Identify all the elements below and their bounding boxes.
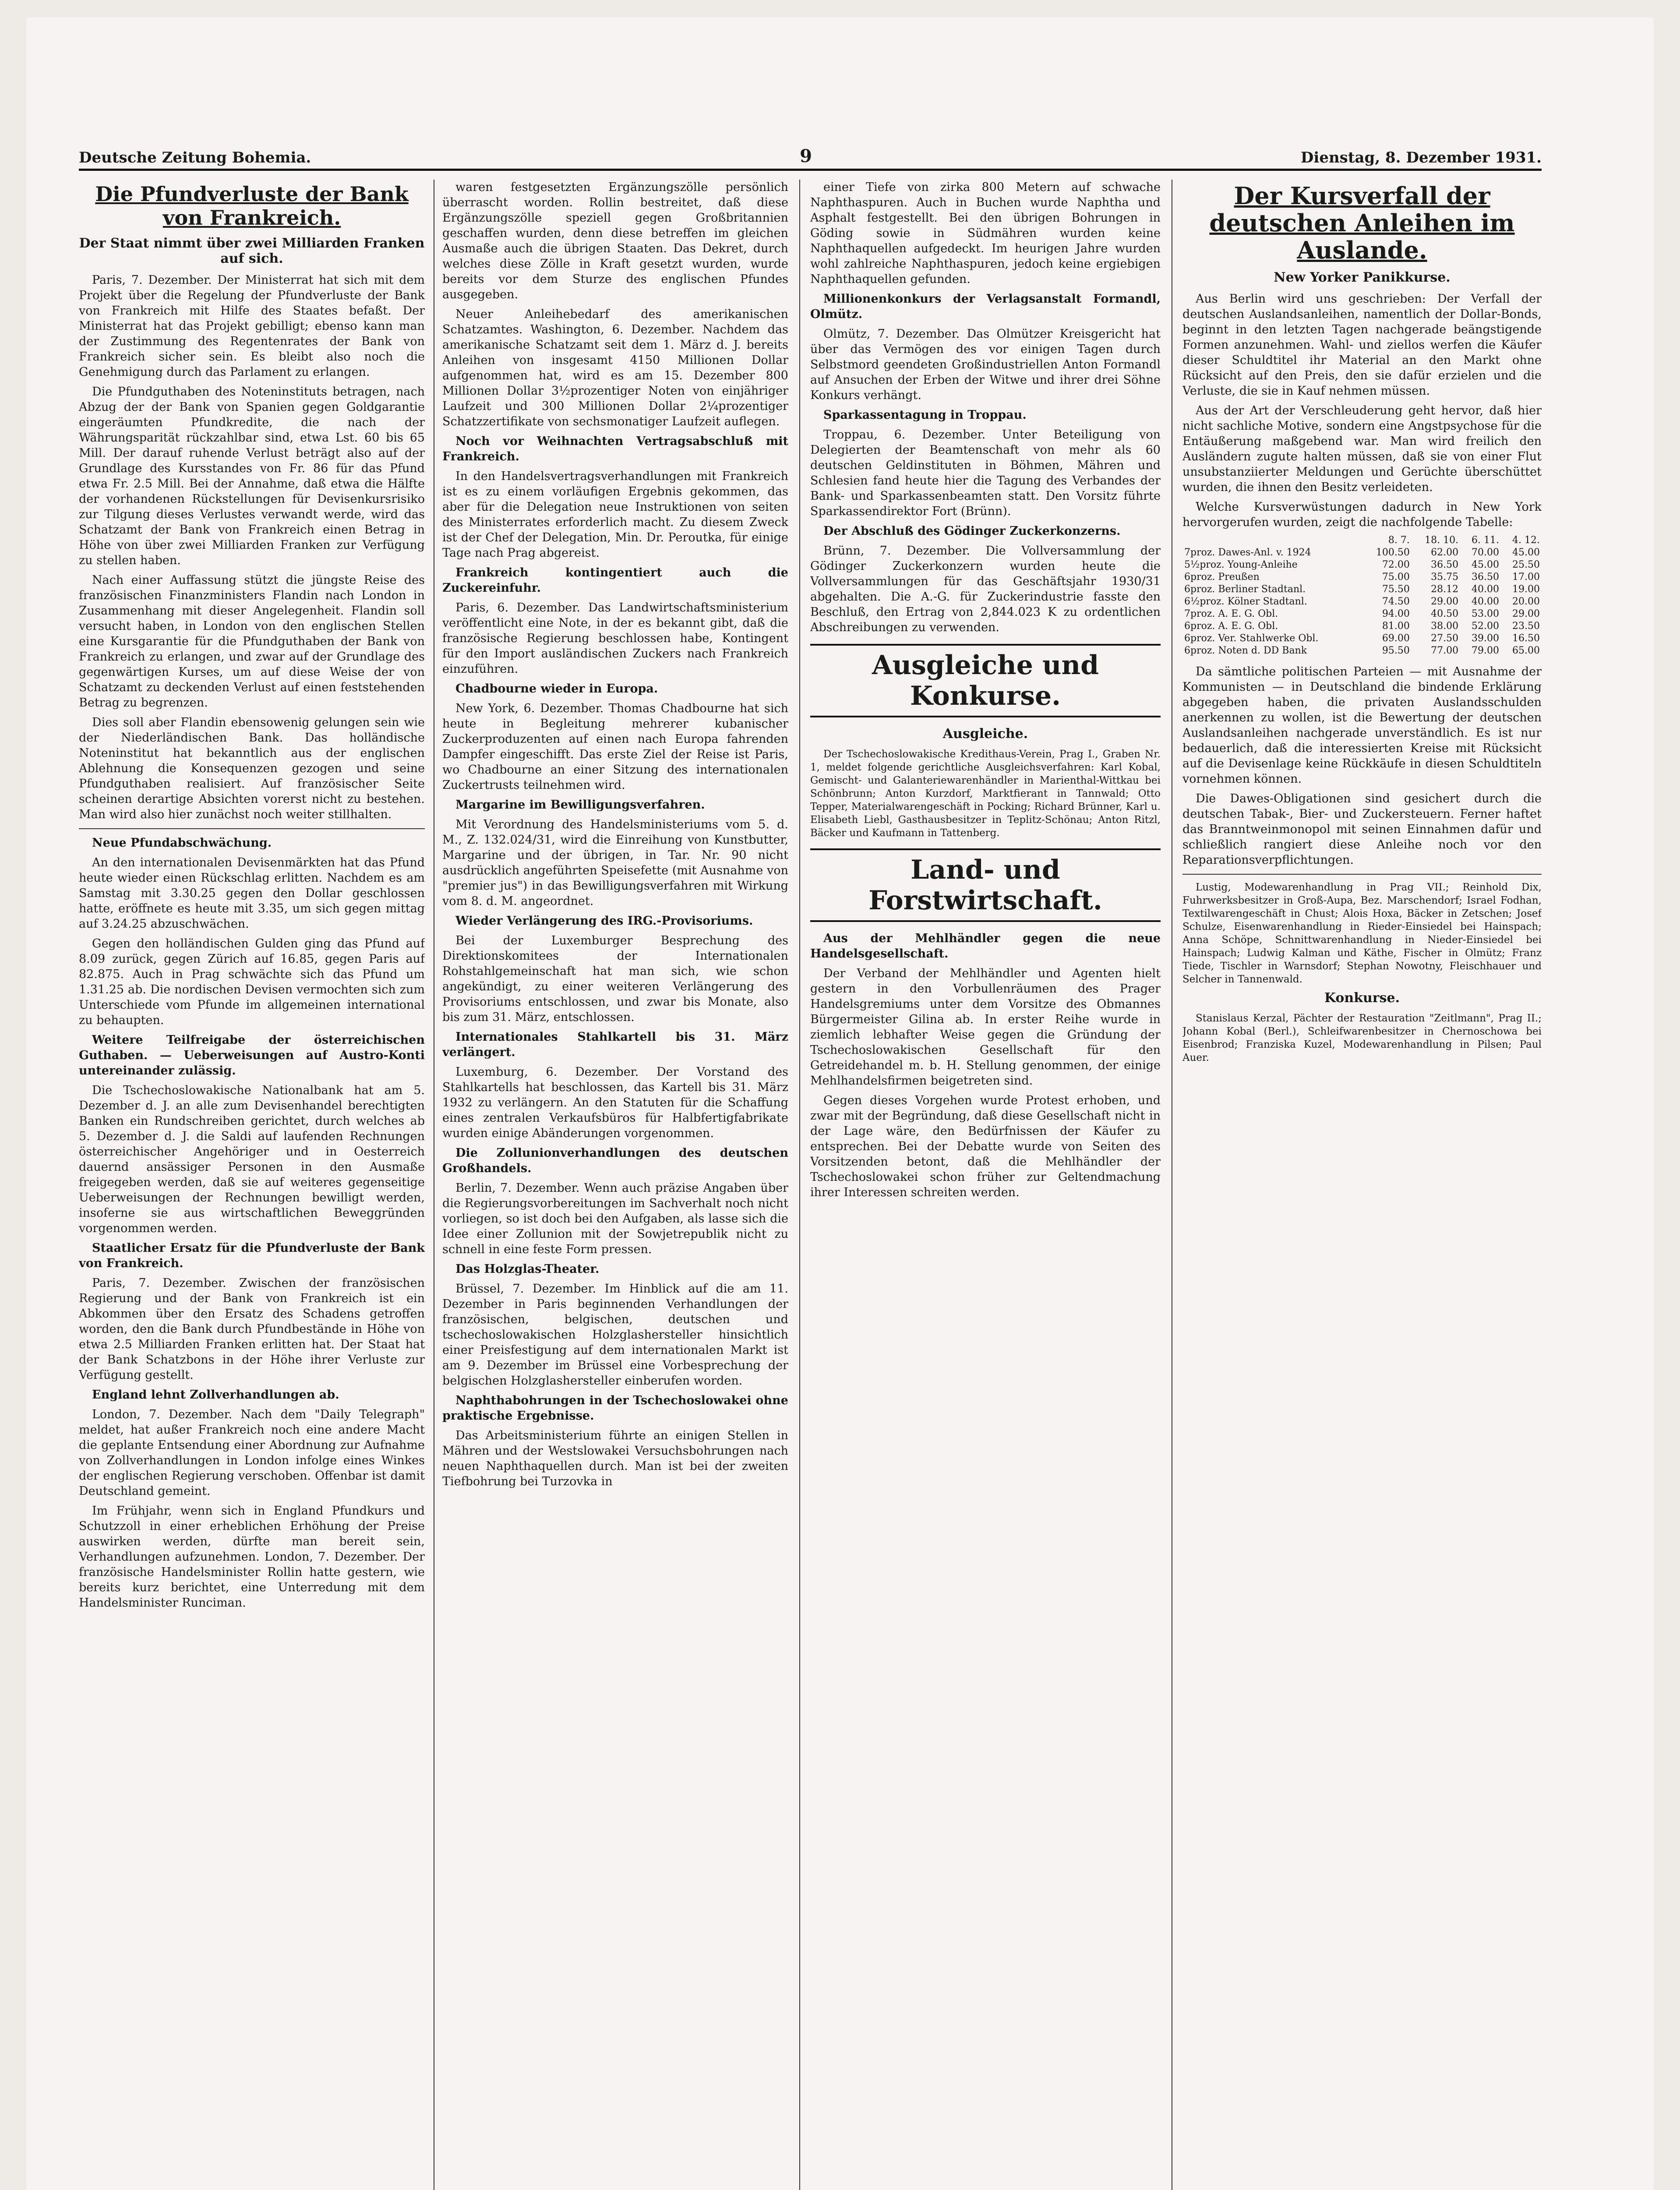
article-heading: Chadbourne wieder in Europa. (455, 682, 658, 696)
paragraph: Aus der Art der Verschleuderung geht hervor, daß hier nicht sachliche Motive, sondern eine Angstpsychose für die Entäußerung maßgebend war. Man wird freilich den Ausländern zugute halten müssen, daß sie von einer Flut unsubstanziierter Meldungen und Gerüchte überschüttet wurden, die ihnen den Besitz verleideten. (1182, 404, 1542, 494)
paragraph: An den internationalen Devisenmärkten hat das Pfund heute wieder einen Rückschlag erlitten. Nachdem es am Samstag mit 3.30.25 gegen den Dollar geschlossen hatte, eröffnete es heute mit 3.35, um sich gegen mittag auf 3.24.25 abzuschwächen. (79, 856, 425, 931)
column-divider (799, 180, 800, 2190)
table-row (1182, 559, 1542, 571)
article-heading: Staatlicher Ersatz für die Pfundverluste der Bank von Frankreich. (79, 1241, 425, 1270)
paragraph: Der Tschechoslowakische Kredithaus-Verein, Prag I., Graben Nr. 1, meldet folgende gerichtliche Ausgleichsverfahren: Karl Kobal, Gemischt- und Galanteriewarenhändler in Marienthal-Wittkau bei Schönbrunn; Anton Kurzdorf, Marktfierant in Tannwald; Otto Tepper, Materialwarengeschäft in Pocking; Richard Brünner, Karl u. Elisabeth Liebl, Gasthausbesitzer in Teplitz-Schönau; Anton Ritzl, Bäcker und Kaufmann in Tattenberg. (810, 749, 1161, 839)
table-cell: 6proz. Noten d. DD Bank (1184, 645, 1307, 656)
article-heading: Sparkassentagung in Troppau. (823, 408, 1027, 422)
article-heading: Neue Pfundabschwächung. (92, 836, 272, 850)
section-title: Land- und Forstwirtschaft. (810, 848, 1161, 922)
table-caption: Welche Kursverwüstungen dadurch in New York hervorgerufen wurden, zeigt die nachfolgende Tabelle: (1182, 500, 1542, 529)
table-row (1182, 583, 1542, 596)
table-row (1182, 596, 1542, 608)
paragraph: Paris, 7. Dezember. Zwischen der französischen Regierung und der Bank von Frankreich ist ein Abkommen über den Ersatz des Schadens getroffen worden, den die Bank durch Pfundbestände in Höhe von etwa 2.5 Milliarden Franken erlitten hat. Der Staat hat der Bank Schatzbons in der Höhe ihrer Verluste zur Verfügung gestellt. (79, 1276, 425, 1382)
table-cell: 29.00 (1431, 596, 1459, 607)
table-header-row (1182, 534, 1542, 547)
article-heading: Internationales Stahlkartell bis 31. März verlängert. (442, 1030, 788, 1059)
table-cell: 6½proz. Kölner Stadtanl. (1184, 596, 1307, 607)
article-heading: Der Abschluß des Gödinger Zuckerkonzerns. (823, 524, 1121, 538)
article-heading: Naphthabohrungen in der Tschechoslowakei ohne praktische Ergebnisse. (442, 1394, 788, 1423)
paragraph: Paris, 7. Dezember. Der Ministerrat hat sich mit dem Projekt über die Regelung der Pfundverluste der Bank von Frankreich mit Hilfe des Staates befaßt. Der Ministerrat hat das Projekt gebilligt; ebenso kann man der Zustimmung des Regentenrates der Bank von Frankreich sicher sein. Es bleibt also noch die Genehmigung durch das Parlament zu erlangen. (79, 273, 425, 379)
paragraph: Paris, 6. Dezember. Das Landwirtschaftsministerium veröffentlicht eine Note, in der es bekannt gibt, daß die französische Regierung beschlossen habe, Kontingent für den Import ausländischen Zuckers nach Frankreich einzuführen. (442, 601, 788, 676)
article-heading: Das Holzglas-Theater. (455, 1262, 600, 1276)
table-cell: 6proz. Preußen (1184, 572, 1260, 583)
table-row (1182, 608, 1542, 620)
section-subtitle: Konkurse. (1324, 990, 1400, 1006)
table-header-cell: 18. 10. (1425, 535, 1459, 546)
table-cell: 40.50 (1431, 608, 1459, 619)
article-heading: Noch vor Weihnachten Vertragsabschluß mit Frankreich. (442, 434, 788, 463)
table-cell: 40.00 (1472, 596, 1500, 607)
table-cell: 45.00 (1512, 547, 1540, 558)
paragraph: Brünn, 7. Dezember. Die Vollversammlung der Gödinger Zuckerkonzern wurden heute die Vollversammlungen für das Geschäftsjahr 1930/31 abgehalten. Die A.-G. für Zuckerindustrie fasste den Beschluß, den Ertrag von 2,844.023 K zu ordentlichen Abschreibungen zu verwenden. (810, 544, 1161, 634)
table-cell: 45.00 (1472, 559, 1500, 570)
table-cell: 62.00 (1431, 547, 1459, 558)
table-cell: 75.50 (1382, 584, 1410, 595)
table-cell: 38.00 (1431, 621, 1459, 632)
table-cell: 77.00 (1431, 645, 1459, 656)
table-header-cell (1182, 534, 1363, 547)
table-cell: 23.50 (1512, 621, 1540, 632)
newspaper-name: Deutsche Zeitung Bohemia. (79, 149, 311, 166)
table-cell: 74.50 (1382, 596, 1410, 607)
paragraph: Dies soll aber Flandin ebensowenig gelungen sein wie der Niederländischen Bank. Das holländische Noteninstitut hat bekanntlich aus der englischen Ablehnung die Konsequenzen gezogen und seine Pfundguthaben realisiert. Auf französischer Seite scheinen derartige Absichten vorerst nicht zu bestehen. Man wird also hier zunächst noch weiter stillhalten. (79, 716, 425, 821)
table-cell: 6proz. A. E. G. Obl. (1184, 621, 1278, 632)
table-header-cell: 6. 11. (1472, 535, 1500, 546)
article-heading: Aus der Mehlhändler gegen die neue Handelsgesellschaft. (810, 932, 1161, 961)
article-heading: Wieder Verlängerung des IRG.-Provisoriums. (455, 914, 753, 928)
article-heading: England lehnt Zollverhandlungen ab. (92, 1388, 339, 1402)
paragraph: Die Dawes-Obligationen sind gesichert durch die deutschen Tabak-, Bier- und Zuckersteuern. Ferner haftet das Branntweinmonopol mit seinen Einnahmen dafür und schließlich rangiert diese Anleihe noch vor den Reparationsverpflichtungen. (1182, 792, 1542, 867)
column-2 (442, 180, 788, 2190)
table-cell: 36.50 (1431, 559, 1459, 570)
paragraph: Der Verband der Mehlhändler und Agenten hielt gestern in den Vorbullenräumen des Prager Handelsgremiums unter dem Vorsitze des Obmannes Bürgermeister Gilina ab. In erster Reihe wurde in ziemlich lebhafter Weise gegen die Gründung der Tschechoslowakischen Gesellschaft für den Getreidehandel m. b. H. Stellung genommen, der einige Mehlhandelsfirmen beigetreten sind. (810, 967, 1161, 1088)
article-heading: Die Zollunionverhandlungen des deutschen Großhandels. (442, 1146, 788, 1175)
table-row (1182, 632, 1542, 645)
table-cell: 36.50 (1472, 572, 1500, 583)
article-title: Die Pfundverluste der Bank von Frankreich. (95, 182, 409, 230)
table-cell: 69.00 (1382, 633, 1410, 644)
table-cell: 20.00 (1512, 596, 1540, 607)
article-divider (1182, 874, 1542, 875)
issue-date: Dienstag, 8. Dezember 1931. (1300, 149, 1542, 166)
column-4 (1182, 180, 1542, 2190)
paragraph: Bei der Luxemburger Besprechung des Direktionskomitees der Internationalen Rohstahlgemeinschaft hat man sich, wie schon angekündigt, zu einer weiteren Verlängerung des Provisoriums entschlossen, und zwar bis Monate, also bis zum 31. März, entschlossen. (442, 934, 788, 1024)
bond-price-table (1182, 534, 1542, 657)
header-rule (79, 169, 1542, 171)
table-cell: 6proz. Berliner Stadtanl. (1184, 584, 1306, 595)
article-heading: Frankreich kontingentiert auch die Zuckereinfuhr. (442, 566, 788, 595)
paragraph: Mit Verordnung des Handelsministeriums vom 5. d. M., Z. 132.024/31, wird die Einreihung von Kunstbutter, Margarine und der übrigen, in Tar. Nr. 90 nicht ausdrücklich angeführten Speisefette (mit Ausnahme von "premier jus") in das Bewilligungsverfahren mit Wirkung vom 8. d. M. angeordnet. (442, 818, 788, 908)
table-cell: 5½proz. Young-Anleihe (1184, 559, 1298, 570)
table-cell: 70.00 (1472, 547, 1500, 558)
page-number: 9 (800, 146, 812, 166)
paragraph: Im Frühjahr, wenn sich in England Pfundkurs und Schutzzoll in einer erheblichen Erhöhung der Preise auswirken werden, dürfte man bereit sein, Verhandlungen aufzunehmen. London, 7. Dezember. Der französische Handelsminister Rollin hatte gestern, wie bereits kurz berichtet, eine Unterredung mit dem Handelsminister Runciman. (79, 1504, 425, 1610)
table-cell: 100.50 (1376, 547, 1410, 558)
table-cell: 53.00 (1472, 608, 1500, 619)
paragraph: Gegen dieses Vorgehen wurde Protest erhoben, und zwar mit der Begründung, daß diese Gesellschaft nicht in der Lage wäre, den Bedürfnissen der Käufer zu entsprechen. Bei der Debatte wurde von Seiten des Vorsitzenden betont, daß die Mehlhändler der Tschechoslowakei schon früher zur Geltendmachung ihrer Interessen schreiten werden. (810, 1094, 1161, 1199)
paragraph: Da sämtliche politischen Parteien — mit Ausnahme der Kommunisten — in Deutschland die bindende Erklärung abgegeben haben, die privaten Auslandsschulden anerkennen zu wollen, ist die Bewertung der deutschen Auslandsanleihen nachgerade unverständlich. Es ist nur bedauerlich, daß die interessierten Kreise mit Rücksicht auf die Devisenlage keine Rückkäufe in diesen Schuldtiteln vornehmen können. (1182, 665, 1542, 786)
paragraph: Luxemburg, 6. Dezember. Der Vorstand des Stahlkartells hat beschlossen, das Kartell bis 31. März 1932 zu verlängern. An den Statuten für die Schaffung eines zentralen Verkaufsbüros für Halbfertigfabrikate wurden einige Abänderungen vorgenommen. (442, 1065, 788, 1140)
article-divider (79, 828, 425, 829)
table-row (1182, 571, 1542, 583)
running-head (79, 145, 1542, 166)
table-cell: 28.12 (1431, 584, 1459, 595)
table-cell: 35.75 (1431, 572, 1459, 583)
paragraph: Troppau, 6. Dezember. Unter Beteiligung von Delegierten der Beamtenschaft von mehr als 60 deutschen Geldinstituten in Böhmen, Mähren und Schlesien fand heute hier die Tagung des Verbandes der Bank- und Sparkassenbeamten statt. Den Vorsitz führte Sparkassendirektor Fort (Brünn). (810, 428, 1161, 518)
paragraph: Die Pfundguthaben des Noteninstituts betragen, nach Abzug der der Bank von Spanien gegen Goldgarantie eingeräumten Pfundkredite, die nach der Währungsparität rückzahlbar sind, etwa Lst. 60 bis 65 Mill. Der darauf ruhende Verlust beträgt also auf der Grundlage des Kursstandes von Fr. 86 für das Pfund etwa Fr. 2.5 Mill. Bei der Annahme, daß etwa die Hälfte der vorhandenen Rückstellungen für Devisenkursrisiko zur Tilgung dieses Verlustes verwandt werde, wird das Schatzamt der Bank von Frankreich einen Betrag in Höhe von über zwei Milliarden Franken zur Verfügung zu stellen haben. (79, 385, 425, 567)
paragraph: Nach einer Auffassung stützt die jüngste Reise des französischen Finanzministers Flandin nach London in Zusammenhang mit dieser Angelegenheit. Flandin soll versucht haben, in London von den englischen Stellen eine Kursgarantie für die Pfundguthaben der Bank von Frankreich zu erlangen, und zwar auf der Grundlage des gegenwärtigen Kurses, um auf diese Weise der von Schatzamt zu deckenden Verlust auf einen feststehenden Betrag zu begrenzen. (79, 573, 425, 710)
table-row (1182, 547, 1542, 559)
column-1 (79, 180, 425, 2190)
table-row (1182, 620, 1542, 632)
article-heading: Millionenkonkurs der Verlagsanstalt Formandl, Olmütz. (810, 292, 1161, 321)
table-cell: 65.00 (1512, 645, 1540, 656)
article-subtitle: New Yorker Panikkurse. (1274, 270, 1451, 285)
paragraph: Brüssel, 7. Dezember. Im Hinblick auf die am 11. Dezember in Paris beginnenden Verhandlungen der französischen, belgischen, deutschen und tschechoslowakischen Holzglashersteller hinsichtlich einer Preisfestigung auf dem internationalen Markt ist am 9. Dezember im Brüssel eine Vorbesprechung der belgischen Holzglashersteller einberufen worden. (442, 1282, 788, 1388)
newspaper-page (26, 18, 1654, 2190)
article-title: Der Kursverfall der deutschen Anleihen im Auslande. (1209, 182, 1515, 264)
table-cell: 39.00 (1472, 633, 1500, 644)
table-cell: 27.50 (1431, 633, 1459, 644)
table-cell: 6proz. Ver. Stahlwerke Obl. (1184, 633, 1319, 644)
table-cell: 40.00 (1472, 584, 1500, 595)
paragraph: Stanislaus Kerzal, Pächter der Restauration "Zeitlmann", Prag II.; Johann Kobal (Berl.), Schleifwarenbesitzer in Chernoschowa bei Eisenbrod; Franziska Kuzel, Modewarenhandlung in Pilsen; Paul Auer. (1182, 1013, 1542, 1063)
table-header-cell: 8. 7. (1388, 535, 1410, 546)
paragraph: Das Arbeitsministerium führte an einigen Stellen in Mähren und der Westslowakei Versuchsbohrungen nach neuen Naphthaquellen durch. Man ist bei der zweiten Tiefbohrung bei Turzovka in (442, 1429, 788, 1488)
paragraph: Neuer Anleihebedarf des amerikanischen Schatzamtes. Washington, 6. Dezember. Nachdem das amerikanische Schatzamt seit dem 1. März d. J. bereits Anleihen von insgesamt 4150 Millionen Dollar aufgenommen hat, wird es am 15. Dezember 800 Millionen Dollar 3½prozentiger Noten von einjähriger Laufzeit und 300 Millionen Dollar 2¼prozentiger Schatzzertifikate von sechsmonatiger Laufzeit auflegen. (442, 307, 788, 428)
paragraph: Gegen den holländischen Gulden ging das Pfund auf 8.09 zurück, gegen Zürich auf 16.85, gegen Paris auf 82.875. Auch in Prag schwächte sich das Pfund um 1.31.25 ab. Die nordischen Devisen vermochten sich zum Unterschiede vom Pfunde im allgemeinen international zu behaupten. (79, 937, 425, 1027)
table-cell: 19.00 (1512, 584, 1540, 595)
table-cell: 7proz. A. E. G. Obl. (1184, 608, 1278, 619)
article-heading: Margarine im Bewilligungsverfahren. (455, 798, 705, 812)
table-cell: 81.00 (1382, 621, 1410, 632)
table-cell: 94.00 (1382, 608, 1410, 619)
table-cell: 95.50 (1382, 645, 1410, 656)
table-cell: 29.00 (1512, 608, 1540, 619)
paragraph: einer Tiefe von zirka 800 Metern auf schwache Naphthaspuren. Auch in Buchen wurde Naphtha und Asphalt festgestellt. Bei den übrigen Bohrungen in Göding sowie in Südmähren wurden keine Naphthaquellen aufgedeckt. Im heurigen Jahre wurden wohl zahlreiche Naphthaspuren, jedoch keine ergiebigen Naphthaquellen gefunden. (810, 180, 1161, 286)
paragraph: London, 7. Dezember. Nach dem "Daily Telegraph" meldet, hat außer Frankreich noch eine andere Macht die geplante Entsendung einer Abordnung zur Aufnahme von Zollverhandlungen in London infolge eines Winkes der englischen Regierung verschoben. Offenbar ist damit Deutschland gemeint. (79, 1408, 425, 1498)
table-cell: 75.00 (1382, 572, 1410, 583)
table-cell: 16.50 (1512, 633, 1540, 644)
article-subtitle: Der Staat nimmt über zwei Milliarden Franken auf sich. (79, 236, 425, 266)
paragraph: In den Handelsvertragsverhandlungen mit Frankreich ist es zu einem vorläufigen Ergebnis gekommen, das aber für die Delegation neue Instruktionen von seiten des Ministerrates erforderlich macht. Zu diesem Zweck ist der Chef der Delegation, Min. Dr. Peroutka, für einige Tage nach Prag abgereist. (442, 470, 788, 560)
table-cell: 25.50 (1512, 559, 1540, 570)
table-cell: 72.00 (1382, 559, 1410, 570)
paragraph: waren festgesetzten Ergänzungszölle persönlich überrascht worden. Rollin bestreitet, daß diese Ergänzungszölle speziell gegen Großbritannien geschaffen wurden, denn diese betreffen im gleichen Ausmaße auch die übrigen Staaten. Das Dekret, durch welches diese Zölle in Kraft gesetzt wurden, wurde bereits vor dem Sturze des englischen Pfundes ausgegeben. (442, 180, 788, 301)
paragraph: Olmütz, 7. Dezember. Das Olmützer Kreisgericht hat über das Vermögen des vor einigen Tagen durch Selbstmord geendeten Großindustriellen Anton Formandl auf Ansuchen der Erben der Witwe und ihrer drei Söhne Konkurs verhängt. (810, 327, 1161, 402)
paragraph: Lustig, Modewarenhandlung in Prag VII.; Reinhold Dix, Fuhrwerksbesitzer in Groß-Aupa, Bez. Marschendorf; Israel Fodhan, Textilwarengeschäft in Chust; Alois Hoxa, Bäcker in Zetschen; Josef Schulze, Eisenwarenhandlung in Rieder-Einsiedel bei Hainspach; Anna Schöpe, Schnittwarenhandlung in Nieder-Einsiedel bei Hainspach; Ludwig Kalman und Käthe, Fischer in Olmütz; Franz Tiede, Tischler in Warnsdorf; Stephan Nowotny, Fleischhauer und Selcher in Tannenwald. (1182, 882, 1542, 985)
paragraph: Die Tschechoslowakische Nationalbank hat am 5. Dezember d. J. an alle zum Devisenhandel berechtigten Banken ein Rundschreiben gerichtet, durch welches ab 5. Dezember d. J. die Saldi auf laufenden Rechnungen österreichischer Angehöriger und in Oesterreich dauernd ansässiger Personen in den Ausmaße freigegeben werden, daß sie auf weiteres gegenseitige Ueberweisungen der Rechnungen bewilligt werden, insoferne sie aus wirtschaftlichen Beweggründen vorgenommen werden. (79, 1084, 425, 1235)
column-3 (810, 180, 1161, 2190)
section-subtitle: Ausgleiche. (942, 726, 1028, 742)
section-title: Ausgleiche und Konkurse. (810, 644, 1161, 717)
paragraph: Berlin, 7. Dezember. Wenn auch präzise Angaben über die Regierungsvorbereitungen im Sachverhalt noch nicht vorliegen, so ist doch bei den Aufgaben, als lasse sich die Idee einer Zollunion mit der Sowjetrepublik nicht zu schnell in eine feste Form pressen. (442, 1181, 788, 1256)
article-heading: Weitere Teilfreigabe der österreichischen Guthaben. — Ueberweisungen auf Austro-Konti untereinander zulässig. (79, 1033, 425, 1077)
paragraph: New York, 6. Dezember. Thomas Chadbourne hat sich heute in Begleitung mehrerer kubanischer Zuckerproduzenten auf einen nach Europa fahrenden Dampfer eingeschifft. Das erste Ziel der Reise ist Paris, wo Chadbourne an einer Sitzung des internationalen Zuckertrusts teilnehmen wird. (442, 702, 788, 792)
table-cell: 17.00 (1512, 572, 1540, 583)
table-cell: 79.00 (1472, 645, 1500, 656)
table-cell: 52.00 (1472, 621, 1500, 632)
table-row (1182, 645, 1542, 657)
paragraph: Aus Berlin wird uns geschrieben: Der Verfall der deutschen Auslandsanleihen, namentlich der Dollar-Bonds, beginnt in den letzten Tagen nachgerade beängstigende Formen anzunehmen. Wahl- und ziellos werfen die Käufer dieser Schuldtitel ihr Material an den Markt ohne Rücksicht auf den Preis, den sie dafür erzielen und die Verluste, die sie in Kauf nehmen müssen. (1182, 292, 1542, 398)
table-cell: 7proz. Dawes-Anl. v. 1924 (1184, 547, 1311, 558)
table-header-cell: 4. 12. (1512, 535, 1540, 546)
